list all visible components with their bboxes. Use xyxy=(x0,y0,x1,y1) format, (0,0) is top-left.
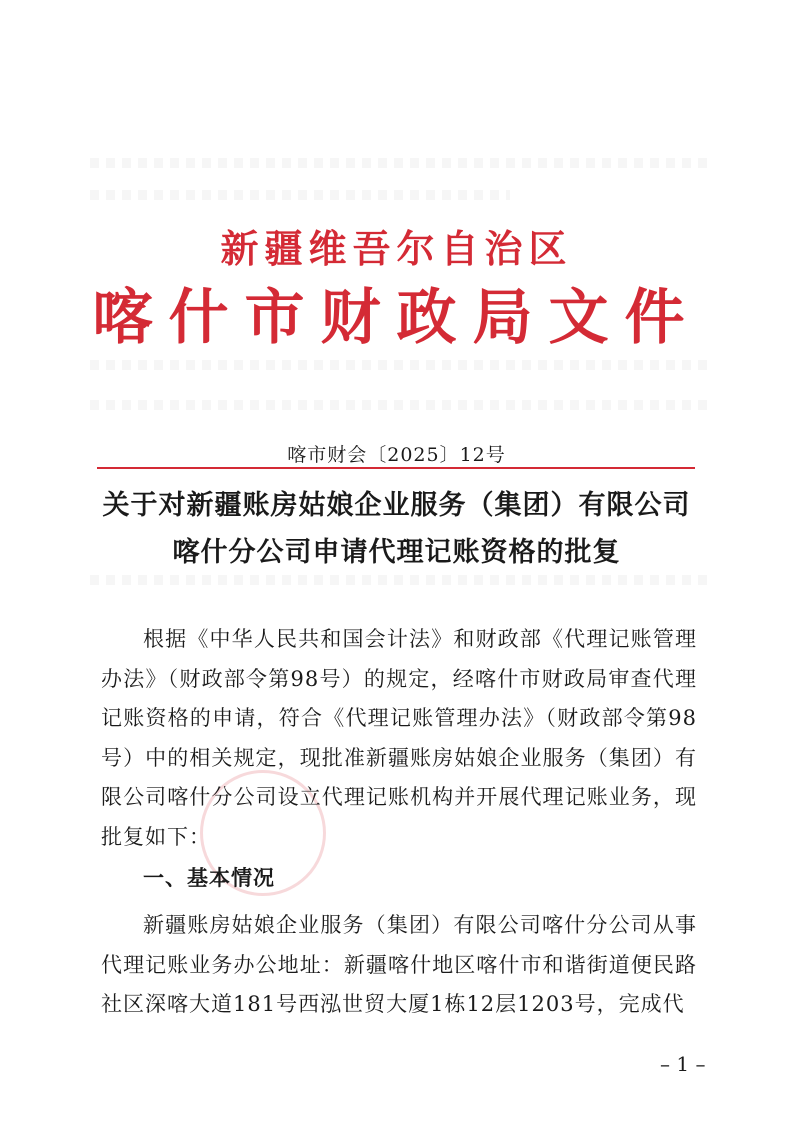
bleed-through-texture xyxy=(90,400,710,410)
body-paragraph-1: 根据《中华人民共和国会计法》和财政部《代理记账管理办法》（财政部令第98号）的规定，经喀什市财政局审查代理记账资格的申请，符合《代理记账管理办法》（财政部令第98号）中的相关规定，现批准新疆账房姑娘企业服务（集团）有限公司喀什分公司设立代理记账机构并开展代理记账业务，现批复如下： xyxy=(101,627,697,849)
body-paragraph-2: 新疆账房姑娘企业服务（集团）有限公司喀什分公司从事代理记账业务办公地址：新疆喀什地区喀什市和谐街道便民路社区深喀大道181号西泓世贸大厦1栋12层1203号，完成代 xyxy=(101,913,697,1016)
page-number: – 1 – xyxy=(660,1052,706,1076)
bleed-through-texture xyxy=(90,360,710,370)
bleed-through-texture xyxy=(90,190,510,200)
document-number: 喀市财会〔2025〕12号 xyxy=(287,444,506,466)
issuer-region-heading: 新疆维吾尔自治区 xyxy=(220,226,573,271)
red-divider-rule xyxy=(97,467,695,469)
issuer-office-heading: 喀什市财政局文件 xyxy=(92,283,701,353)
bleed-through-texture xyxy=(90,575,710,585)
section-heading-basic-info: 一、基本情况 xyxy=(143,866,275,890)
bleed-through-texture xyxy=(90,158,710,168)
document-title-line1: 关于对新疆账房姑娘企业服务（集团）有限公司 xyxy=(102,490,691,521)
document-title-line2: 喀什分公司申请代理记账资格的批复 xyxy=(172,537,621,568)
